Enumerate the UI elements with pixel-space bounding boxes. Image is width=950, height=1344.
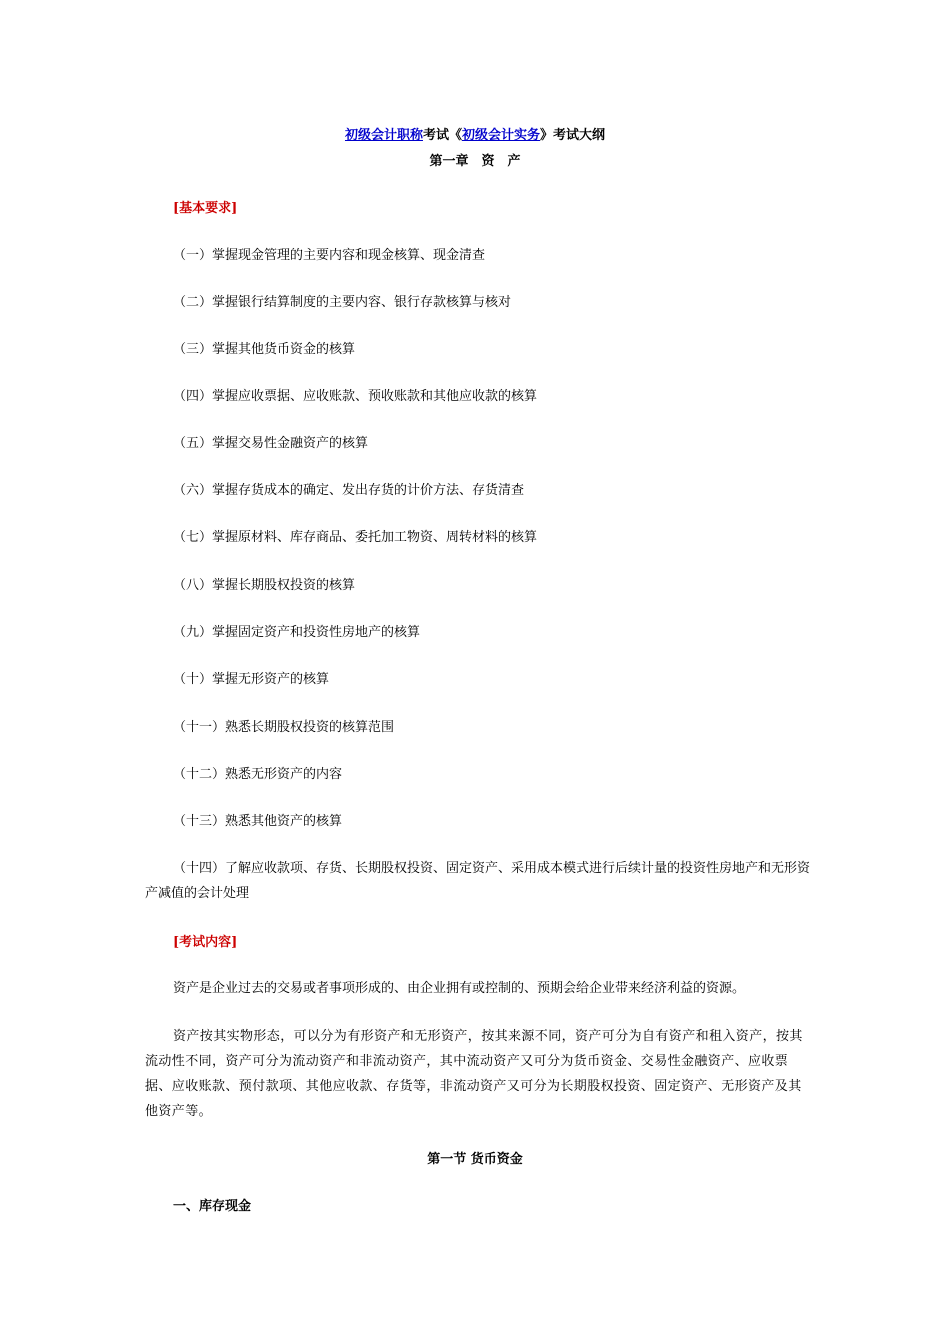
requirement-item: （一）掌握现金管理的主要内容和现金核算、现金清查: [173, 248, 486, 263]
exam-content-heading: [考试内容]: [173, 935, 238, 950]
basic-requirements-heading: [基本要求]: [173, 201, 238, 216]
requirement-item: （十一）熟悉长期股权投资的核算范围: [173, 720, 395, 735]
requirement-item: （十三）熟悉其他资产的核算: [173, 814, 343, 829]
requirement-item: （六）掌握存货成本的确定、发出存货的计价方法、存货清查: [173, 483, 525, 498]
requirement-item: （二）掌握银行结算制度的主要内容、银行存款核算与核对: [173, 295, 512, 310]
subsection-heading: 一、库存现金: [173, 1199, 252, 1214]
title-text-exam: 考试《: [422, 128, 462, 143]
requirement-item: （四）掌握应收票据、应收账款、预收账款和其他应收款的核算: [173, 389, 538, 404]
title-link-junior-accounting-practice[interactable]: 初级会计实务: [462, 128, 541, 143]
requirement-item: （十）掌握无形资产的核算: [173, 672, 330, 687]
requirement-item: （八）掌握长期股权投资的核算: [173, 578, 356, 593]
requirement-item: （七）掌握原材料、库存商品、委托加工物资、周转材料的核算: [173, 530, 538, 545]
document-title: [0, 128, 950, 144]
requirement-item: （三）掌握其他货币资金的核算: [173, 342, 356, 357]
section-heading: 第一节 货币资金: [427, 1152, 523, 1167]
paragraph-asset-definition: 资产是企业过去的交易或者事项形成的、由企业拥有或控制的、预期会给企业带来经济利益的资源。: [173, 981, 746, 996]
requirement-item: （九）掌握固定资产和投资性房地产的核算: [173, 625, 421, 640]
chapter-heading: 第一章 资 产: [429, 154, 521, 169]
title-text-outline: 》考试大纲: [540, 128, 606, 143]
requirement-item: （五）掌握交易性金融资产的核算: [173, 436, 369, 451]
requirement-item-14: （十四）了解应收款项、存货、长期股权投资、固定资产、采用成本模式进行后续计量的投资性房地产和无形资产减值的会计处理: [145, 861, 811, 901]
requirement-item: （十二）熟悉无形资产的内容: [173, 767, 343, 782]
title-link-junior-accounting-title[interactable]: 初级会计职称: [344, 128, 423, 143]
paragraph-asset-classification: 资产按其实物形态，可以分为有形资产和无形资产，按其来源不同，资产可分为自有资产和租入资产，按其流动性不同，资产可分为流动资产和非流动资产，其中流动资产又可分为货币资金、交易性金融资产、应收票据、应收账款、预付款项、其他应收款、存货等，非流动资产又可分为长期股权投资、固定资产、无形资产及其他资产等。: [145, 1029, 803, 1119]
